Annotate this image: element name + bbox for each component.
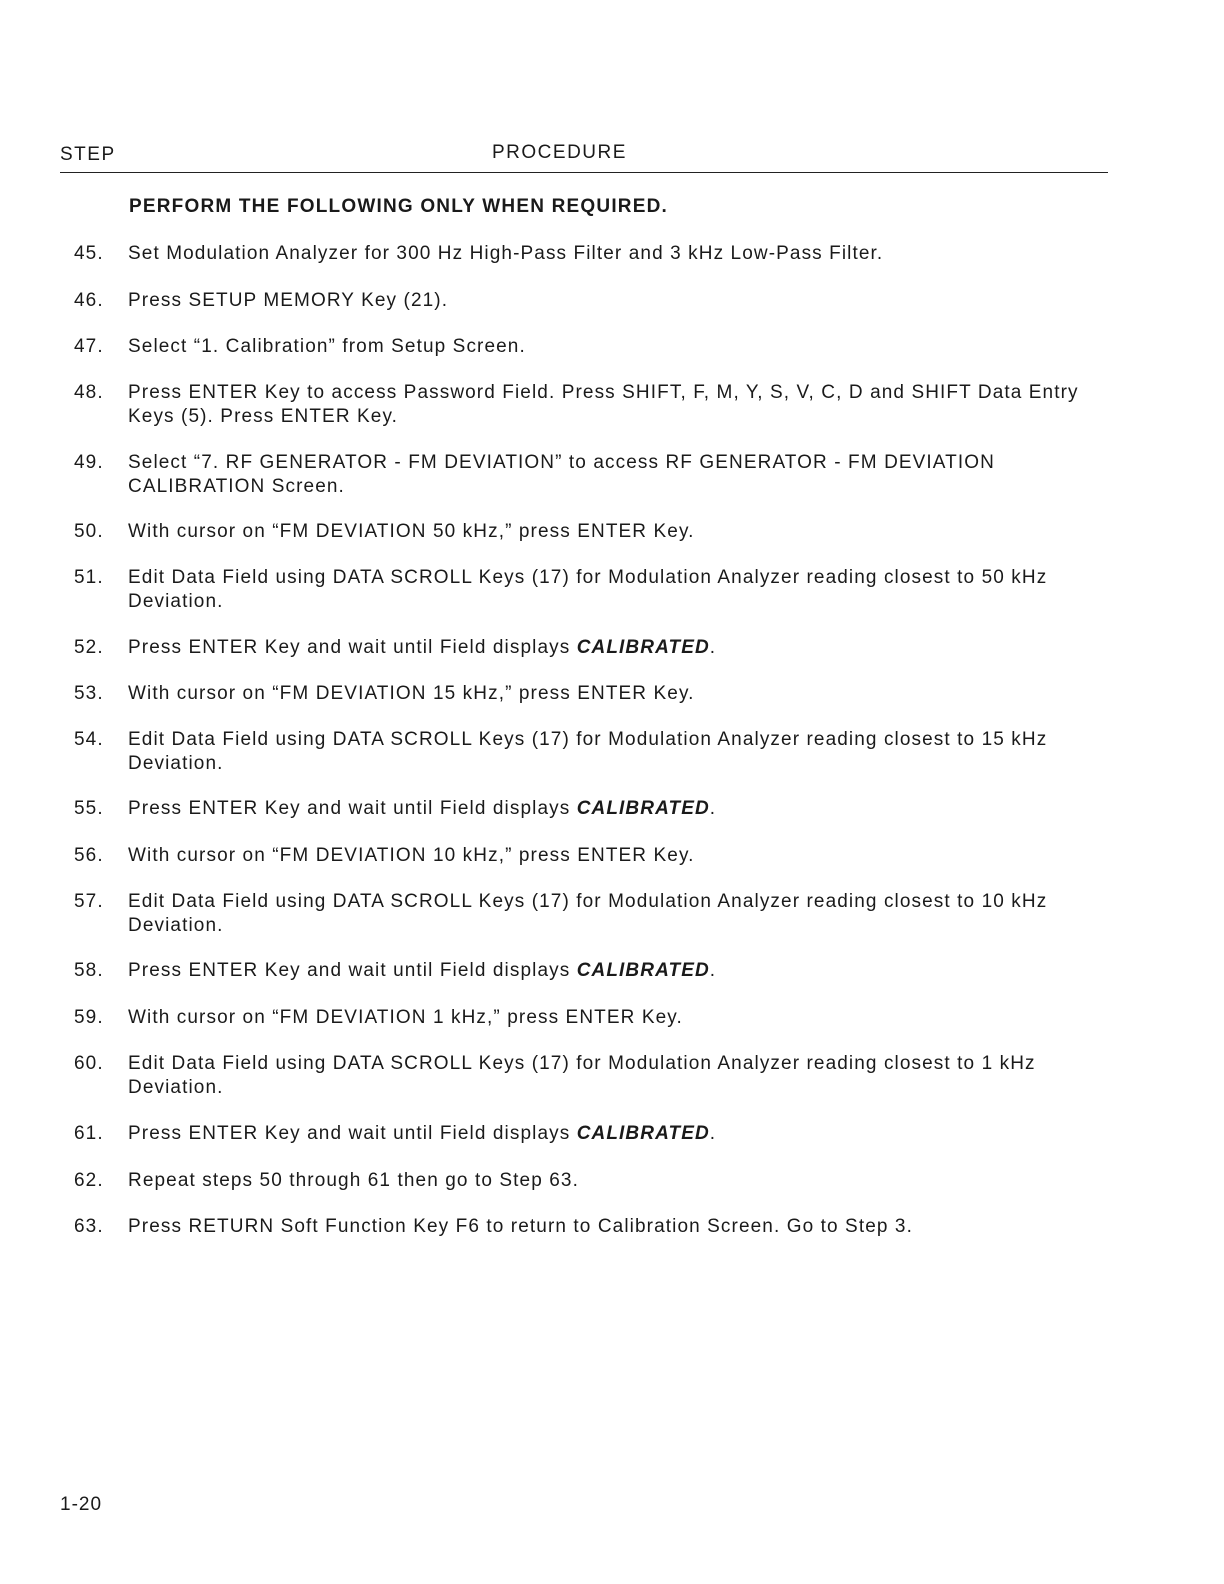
step-text	[128, 520, 1118, 544]
step-text-body: Edit Data Field using DATA SCROLL Keys (17) for Modulation Analyzer reading closest to 50 kHz Deviation.	[128, 567, 1048, 612]
step-text	[128, 682, 1118, 706]
step-text-body: Press ENTER Key to access Password Field. Press SHIFT, F, M, Y, S, V, C, D and SHIFT Data Entry Keys (5). Press ENTER Key.	[128, 382, 1079, 427]
table-header	[60, 144, 1108, 173]
status-emphasis: CALIBRATED	[576, 960, 710, 981]
step-text-body: Press ENTER Key and wait until Field displays	[128, 960, 577, 981]
step-text-body: Set Modulation Analyzer for 300 Hz High-Pass Filter and 3 kHz Low-Pass Filter.	[128, 243, 884, 264]
step-text	[128, 1052, 1118, 1100]
step-number: 48.	[74, 382, 104, 403]
step-number: 59.	[74, 1007, 104, 1028]
status-emphasis: CALIBRATED	[576, 637, 710, 658]
step-text	[128, 728, 1118, 776]
step-text-body: Edit Data Field using DATA SCROLL Keys (17) for Modulation Analyzer reading closest to 15 kHz Deviation.	[128, 729, 1048, 774]
procedure-column-header: PROCEDURE	[492, 142, 627, 163]
step-text-body: Press ENTER Key and wait until Field displays	[128, 637, 577, 658]
step-text	[128, 381, 1118, 429]
step-text: Press ENTER Key and wait until Field displays CALIBRATED.	[128, 637, 717, 658]
step-text-body: Edit Data Field using DATA SCROLL Keys (17) for Modulation Analyzer reading closest to 10 kHz Deviation.	[128, 891, 1048, 936]
step-number: 45.	[74, 243, 104, 264]
status-emphasis: CALIBRATED	[576, 798, 710, 819]
step-number: 63.	[74, 1216, 104, 1237]
step-text-body: Select “7. RF GENERATOR - FM DEVIATION” to access RF GENERATOR - FM DEVIATION CALIBRATION Screen.	[128, 452, 995, 497]
step-number: 49.	[74, 452, 104, 473]
step-text: Press ENTER Key and wait until Field displays CALIBRATED.	[128, 798, 717, 819]
step-text	[128, 566, 1118, 614]
step-text	[128, 335, 1118, 359]
step-text: Press ENTER Key and wait until Field displays CALIBRATED.	[128, 1123, 717, 1144]
status-emphasis: CALIBRATED	[576, 1123, 710, 1144]
step-text-body: Press SETUP MEMORY Key (21).	[128, 290, 449, 311]
step-number: 58.	[74, 960, 104, 981]
step-text	[128, 242, 1118, 266]
step-text-body: Repeat steps 50 through 61 then go to Step 63.	[128, 1170, 579, 1191]
step-text-body: With cursor on “FM DEVIATION 1 kHz,” press ENTER Key.	[128, 1007, 683, 1028]
step-number: 54.	[74, 729, 104, 750]
step-column-header: STEP	[60, 144, 116, 165]
step-number: 52.	[74, 637, 104, 658]
step-text	[128, 890, 1118, 938]
step-number: 56.	[74, 845, 104, 866]
step-text: Press ENTER Key and wait until Field displays CALIBRATED.	[128, 960, 717, 981]
step-number: 51.	[74, 567, 104, 588]
step-text-body: With cursor on “FM DEVIATION 50 kHz,” press ENTER Key.	[128, 521, 695, 542]
step-number: 53.	[74, 683, 104, 704]
step-text-body: Press RETURN Soft Function Key F6 to return to Calibration Screen. Go to Step 3.	[128, 1216, 913, 1237]
step-text-body: With cursor on “FM DEVIATION 10 kHz,” press ENTER Key.	[128, 845, 695, 866]
step-number: 60.	[74, 1053, 104, 1074]
step-text-body: Edit Data Field using DATA SCROLL Keys (17) for Modulation Analyzer reading closest to 1 kHz Deviation.	[128, 1053, 1036, 1098]
step-number: 57.	[74, 891, 104, 912]
step-number: 46.	[74, 290, 104, 311]
step-text	[128, 451, 1118, 499]
step-number: 62.	[74, 1170, 104, 1191]
step-text	[128, 844, 1118, 868]
step-number: 61.	[74, 1123, 104, 1144]
step-text	[128, 1169, 1118, 1193]
step-text	[128, 1006, 1118, 1030]
step-text-body: Press ENTER Key and wait until Field displays	[128, 798, 577, 819]
step-text	[128, 1215, 1118, 1239]
notice-heading: PERFORM THE FOLLOWING ONLY WHEN REQUIRED.	[129, 196, 668, 217]
step-number: 50.	[74, 521, 104, 542]
step-number: 55.	[74, 798, 104, 819]
page-number: 1-20	[60, 1494, 103, 1515]
step-text-body: Select “1. Calibration” from Setup Screen.	[128, 336, 526, 357]
step-text	[128, 289, 1118, 313]
step-number: 47.	[74, 336, 104, 357]
step-text-body: Press ENTER Key and wait until Field displays	[128, 1123, 577, 1144]
step-text-body: With cursor on “FM DEVIATION 15 kHz,” press ENTER Key.	[128, 683, 695, 704]
